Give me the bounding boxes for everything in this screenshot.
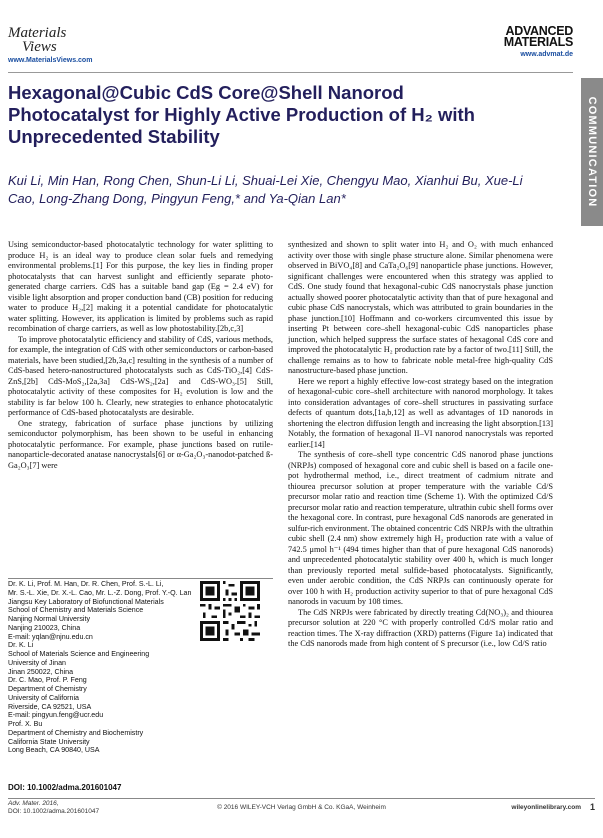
qr-code-icon <box>200 581 260 641</box>
paragraph: Using semiconductor-based photocatalytic technology for water splitting to produce H₂ is an ideal way to produce clean solar fuels and remedying environmental problems.[1] For this purpose, the key lies in finding proper photocatalysts that can harvest sunlight and efficiently separate photo-generated charge carriers. CdS has a suitable band gap (Eg = 2.4 eV) for visible light absorption and proper conduction band (CB) position for reducing water to produce H₂,[2] making it a potential candidate for photocatalytic water splitting. However, its application is limited by problems such as rapid recombination of charge carriers, as well as low photostability.[2b,c,3] <box>8 240 273 333</box>
article-title: Hexagonal@Cubic CdS Core@Shell Nanorod Photocatalyst for Highly Active Production of H₂ with Unprecedented Stability <box>8 82 475 147</box>
affiliation-line: Jinan 250022, China <box>8 667 74 676</box>
affiliation-email[interactable]: E-mail: pingyun.feng@ucr.edu <box>8 711 104 720</box>
paragraph: The synthesis of core–shell type concentric CdS nanorod phase junctions (NRPJs) composed of hexagonal core and cubic shell is based on a facile one-pot hydrothermal method, i.e., direct treatment of cadmium nitrate and thiourea precursor solution at proper temperature with the variable Cd/S precursor molar ratio and reaction time (Scheme 1). With the optimized Cd/S precursor molar ratio and reaction temperature, ultrathin cubic shell forms over the hexagonal core. In contrast, pure hexagonal CdS nanorods are generated in sulfur-rich environment. The obtained concentric CdS NRPJs with the ultrathin cubic shell (2.4 nm) show extremely high H₂ production rate with a value of 742.5 μmol h⁻¹ (494 times higher than that of pure hexagonal CdS nanorods) and unprecedented photocatalytic stability over 400 h, which is much longer than previously reported metal sulfide-based photocatalysts. Significantly, even under aerobic condition, the CdS NRPJs can continuously operate for over 100 h with H₂ production activity superior to that of pure hexagonal CdS nanorods in vacuum by 108 times. <box>288 450 553 606</box>
doi-label: DOI: 10.1002/adma.201601047 <box>8 783 122 792</box>
affiliation-line: University of California <box>8 693 79 702</box>
affiliation-line: Dr. K. Li, Prof. M. Han, Dr. R. Chen, Prof. S.-L. Li, <box>8 580 164 588</box>
affiliation-rule <box>8 578 273 579</box>
affiliation-line: Riverside, CA 92521, USA <box>8 702 92 711</box>
footer-rule <box>8 798 595 799</box>
advanced-materials-logo <box>504 26 573 58</box>
journal-line1: Adv. Mater. 2016, <box>8 800 59 807</box>
affiliation-email[interactable]: E-mail: yqlan@njnu.edu.cn <box>8 632 93 641</box>
paragraph: To improve photocatalytic efficiency and stability of CdS, various methods, for example, the integration of CdS with other semiconductors or carbon-based materials, have been studied,[2b,3a,c] resulting in the synthesis of a number of CdS-based hetero-nanostructured photocatalysts such as CdS-TiO₂,[4] CdS-ZnS,[2b] CdS-MoS₂,[2a,3a] CdS-WS₂,[2a] and CdS-WO₃.[5] Still, photocatalytic activity of these composites for H₂ evolution is low and the stability is far below 100 h. Clearly, new strategies to enhance photocatalytic performance of CdS-based photocatalysts are desirable. <box>8 334 273 417</box>
affiliation-line: Nanjing Normal University <box>8 615 90 623</box>
body-column-left <box>8 240 273 471</box>
affiliation-line: Nanjing 210023, China <box>8 623 81 632</box>
journal-citation <box>8 800 99 816</box>
affiliation-line: Prof. X. Bu <box>8 720 43 728</box>
section-label: COMMUNICATION <box>586 96 598 208</box>
advmat-url[interactable]: www.advmat.de <box>520 51 573 58</box>
affiliation-line: University of Jinan <box>8 658 66 667</box>
affiliation-line: School of Chemistry and Materials Science <box>8 606 144 615</box>
paragraph: synthesized and shown to split water into H₂ and O₂ with much enhanced activity over those with single phase structure alone. Similar phenomena were observed in BiVO₄[8] and CaTa₂O₆[9] nanoparticle phase junctions. However, significant challenges were encountered when this strategy was applied to CdS. One study found that hexagonal-cubic CdS nanocrystals phase junction actually showed poorer photocatalytic activity than that of pure hexagonal and cubic phase CdS nanocrystals, which was attributed to grain boundaries in the phase junction.[10] Hoffmann and co-workers circumvented this issue by inserting Pt between core–shell hexagonal-cubic CdS nanoparticles phase junction, which helped suppress the surface states of hexagonal CdS core and improved the photocatalytic H₂ production rate by a factor of two.[11] Still, the challenge remains as to how to fabricate noble metal-free high-quality CdS nanostructure-based phase junction. <box>288 240 553 375</box>
paragraph: Here we report a highly effective low-cost strategy based on the integration of hexagonal-cubic core–shell architecture with nanorod morphology. It takes into consideration advantages of core–shell structures in passivating surface defects of quantum dots,[1a,b,12] as well as advantages of 1D nanorods in shortening the electron diffusion length and increasing the light absorption.[13] Notably, the formation of hexagonal II–VI nanorod nanocrystals was reported earlier.[14] <box>288 376 553 449</box>
body-column-right <box>288 240 553 650</box>
copyright-notice: © 2016 WILEY-VCH Verlag GmbH & Co. KGaA, Weinheim <box>217 804 386 811</box>
journal-doi: DOI: 10.1002/adma.201601047 <box>8 808 100 815</box>
page-number: 1 <box>589 802 595 812</box>
logo-text-line2: Views <box>22 39 57 55</box>
affiliation-line: Department of Chemistry and Biochemistry <box>8 728 144 737</box>
logo-advanced: ADVANCED <box>505 24 573 38</box>
affiliation-line: Dr. C. Mao, Prof. P. Feng <box>8 676 87 685</box>
affiliation-line: Jiangsu Key Laboratory of Biofunctional Materials <box>8 597 164 606</box>
affiliation-line: California State University <box>8 737 90 746</box>
article-authors: Kui Li, Min Han, Rong Chen, Shun-Li Li, Shuai-Lei Xie, Chengyu Mao, Xianhui Bu, Xue-Li Cao, Long-Zhang Dong, Pingyun Feng,* and Ya-Qian Lan* <box>8 173 523 206</box>
header-rule <box>8 72 573 73</box>
wiley-url[interactable]: wileyonlinelibrary.com <box>511 804 581 811</box>
affiliation-line: Department of Chemistry <box>8 685 87 693</box>
affiliation-line: Mr. S.-L. Xie, Dr. X.-L. Cao, Mr. L.-Z. Dong, Prof. Y.-Q. Lan <box>8 588 192 597</box>
logo-materials: MATERIALS <box>503 35 573 49</box>
affiliation-line: Long Beach, CA 90840, USA <box>8 746 100 755</box>
section-tab <box>581 78 603 226</box>
materials-views-url[interactable]: www.MaterialsViews.com <box>8 57 93 64</box>
affiliation-line: Dr. K. Li <box>8 641 34 650</box>
paragraph: The CdS NRPJs were fabricated by directly treating Cd(NO₃)₂ and thiourea precursor solution at 220 °C with properly controlled Cd/S molar ratio and reaction times. The X-ray diffraction (XRD) patterns (Figure 1a) indicated that the CdS nanorods made from high content of S precursor (i.e., low Cd/S ratio <box>288 607 553 648</box>
logo-text-line1: Materials <box>8 25 67 41</box>
affiliation-line: School of Materials Science and Engineering <box>8 650 150 658</box>
materials-views-logo <box>8 25 93 64</box>
paragraph: One strategy, fabrication of surface phase junctions by utilizing semiconductor polymorphism, has been shown to be useful in enhancing photocatalytic performance. For example, phase junctions based on rutile-nanoparticle-decorated anatase nanocrystals[6] or α-Ga₂O₃-nanodot-patched ß-Ga₂O₃[7] were <box>8 418 273 470</box>
